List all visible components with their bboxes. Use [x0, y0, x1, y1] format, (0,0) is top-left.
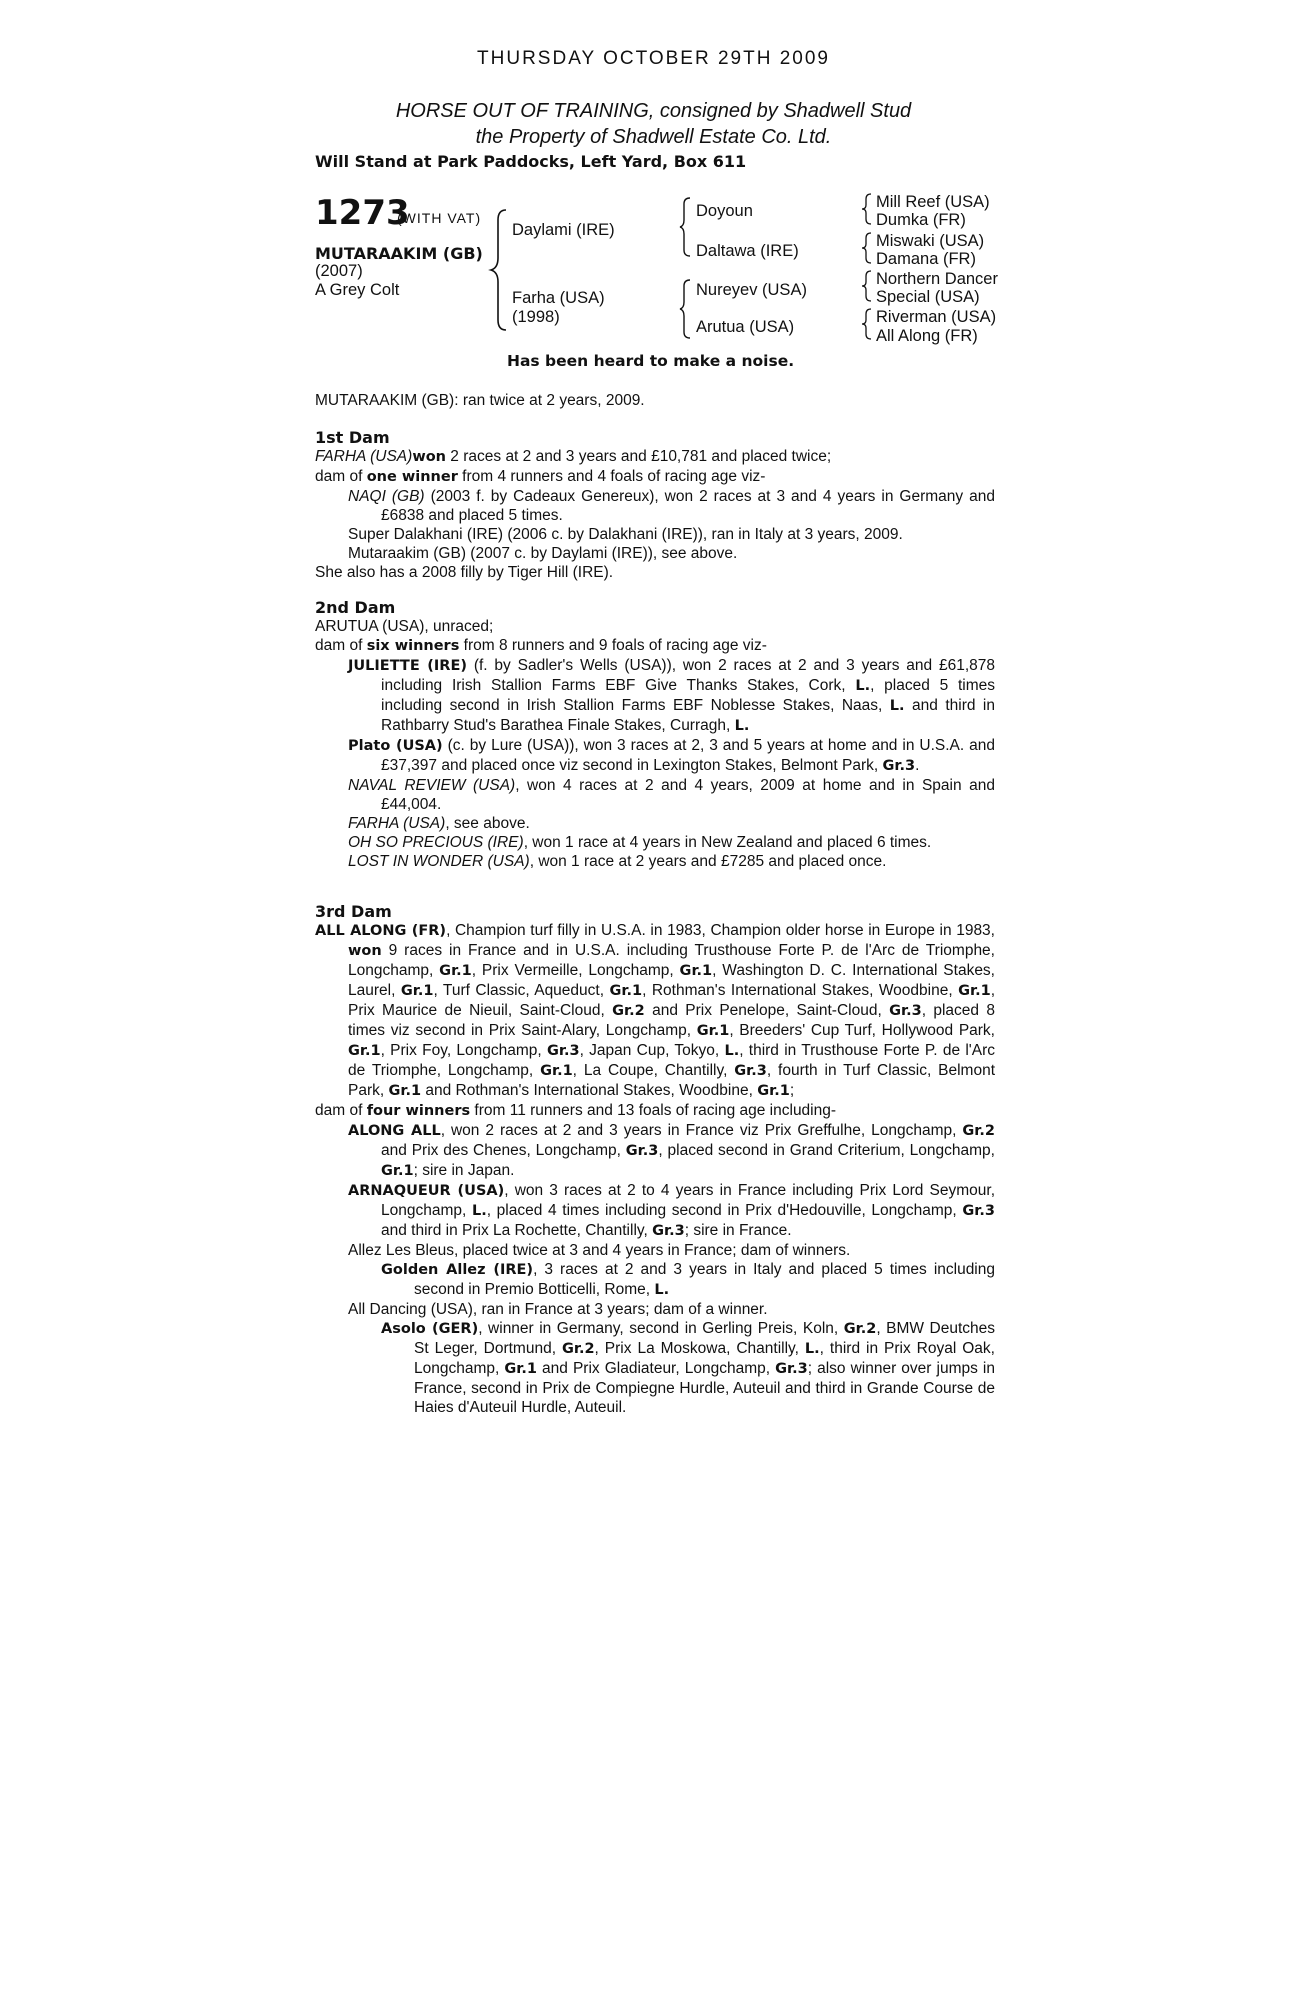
text: , won 1 race at 4 years in New Zealand and placed 6 times. [523, 834, 932, 851]
first-dam-section [315, 428, 995, 582]
produce-entry [315, 1260, 995, 1300]
listed-label: L. [855, 678, 871, 694]
group-label: Gr.3 [652, 1223, 685, 1239]
text: (c. by Lure (USA)), won 3 races at 2, 3 and 5 years at home and in U.S.A. and £37,397 and placed once viz second in Lexington Stakes, Belmont Park, [381, 737, 995, 774]
group-label: Gr.2 [561, 1341, 595, 1357]
text: , 3 races at 2 and 3 years in Italy and placed 5 times including second in Premio Botticelli, Rome, [414, 1261, 995, 1298]
produce-entry: Mutaraakim (GB) (2007 c. by Daylami (IRE)), see above. [348, 545, 738, 562]
group-label: Gr.1 [439, 963, 472, 979]
property-line: the Property of Shadwell Estate Co. Ltd. [475, 126, 832, 148]
won-label: won [348, 943, 382, 959]
text: , Prix Maurice de Nieuil, Saint-Cloud, [348, 982, 996, 1019]
ggdam-4: Damana (FR) [876, 250, 976, 268]
listed-label: L. [889, 698, 905, 714]
produce-note: She also has a 2008 filly by Tiger Hill (IRE). [315, 564, 614, 581]
group-label: Gr.2 [612, 1003, 645, 1019]
produce-name: JULIETTE (IRE) [348, 658, 468, 674]
group-label: Gr.3 [775, 1361, 808, 1377]
group-label: Gr.1 [540, 1063, 573, 1079]
group-label: Gr.1 [400, 983, 434, 999]
pedigree-brace-g78 [860, 307, 874, 341]
produce-entry: All Dancing (USA), ran in France at 3 years; dam of a winner. [348, 1301, 768, 1318]
group-label: Gr.1 [609, 983, 643, 999]
listed-label: L. [804, 1341, 820, 1357]
dam-name: ALL ALONG (FR) [315, 923, 447, 939]
group-label: Gr.2 [962, 1123, 995, 1139]
group-label: Gr.1 [679, 963, 713, 979]
text: dam of [315, 468, 367, 485]
dam-dam: Arutua (USA) [696, 318, 795, 336]
produce-entry [315, 656, 995, 736]
text: ; [789, 1082, 795, 1099]
section-title: 1st Dam [315, 428, 390, 447]
produce-entry [315, 1121, 995, 1181]
stand-location: Will Stand at Park Paddocks, Left Yard, Box 611 [315, 152, 747, 171]
ggsire-3: Miswaki (USA) [876, 232, 985, 250]
dam-line [315, 447, 995, 467]
produce-name: NAVAL REVIEW (USA) [348, 777, 516, 794]
produce-name: Golden Allez (IRE) [381, 1262, 534, 1278]
produce-text: (2003 f. by Cadeaux Genereux), won 2 races at 3 and 4 years in Germany and £6838 and placed 5 times. [381, 488, 995, 524]
text: ; sire in France. [684, 1222, 792, 1239]
text: , see above. [445, 815, 530, 832]
group-label: Gr.1 [958, 983, 991, 999]
produce-entry: Allez Les Bleus, placed twice at 3 and 4 years in France; dam of winners. [348, 1242, 851, 1259]
text: , placed 5 times including second in Irish Stallion Farms EBF Noblesse Stakes, Naas, [381, 677, 995, 714]
produce-name: ALONG ALL [348, 1123, 441, 1139]
ggsire-1: Mill Reef (USA) [876, 193, 990, 211]
produce-entry [315, 736, 995, 776]
sale-date: THURSDAY OCTOBER 29TH 2009 [477, 48, 830, 69]
text: , Prix Foy, Longchamp, [380, 1042, 547, 1059]
produce-entry [315, 1319, 995, 1417]
text: 9 races in France and in U.S.A. including Trusthouse Forte P. de l'Arc de Triomphe, Longchamp, [348, 942, 995, 979]
lot-vat: (WITH VAT) [397, 210, 482, 226]
consignor-line: HORSE OUT OF TRAINING, consigned by Shadwell Stud [395, 100, 912, 122]
group-label: Gr.1 [381, 1163, 414, 1179]
text: , won 4 races at 2 and 4 years, 2009 at home and in Spain and £44,004. [381, 777, 995, 813]
horse-description: A Grey Colt [315, 281, 400, 299]
text: and third in Rathbarry Stud's Barathea Finale Stakes, Curragh, [381, 697, 995, 734]
listed-label: L. [734, 718, 750, 734]
ggdam-2: Dumka (FR) [876, 211, 966, 229]
text: , winner in Germany, second in Gerling Preis, Koln, [478, 1320, 844, 1337]
section-title: 3rd Dam [315, 902, 392, 921]
group-label: Gr.3 [734, 1063, 767, 1079]
text: , Champion turf filly in U.S.A. in 1983, Champion older horse in Europe in 1983, [446, 922, 995, 939]
group-label: Gr.3 [882, 758, 916, 774]
text: , third in Prix Royal Oak, Longchamp, [414, 1340, 995, 1377]
sire: Daylami (IRE) [512, 221, 615, 239]
produce-entry [315, 852, 995, 871]
ggsire-7: Riverman (USA) [876, 308, 997, 326]
text: ; sire in Japan. [413, 1162, 515, 1179]
text: , Prix Vermeille, Longchamp, [471, 962, 680, 979]
group-label: Gr.1 [504, 1361, 537, 1377]
race-record: MUTARAAKIM (GB): ran twice at 2 years, 2009. [315, 392, 645, 409]
produce-name: NAQI (GB) [348, 488, 425, 505]
pedigree-note: Has been heard to make a noise. [507, 352, 795, 370]
produce-entry [315, 776, 995, 814]
pedigree-brace-sire [678, 196, 694, 258]
group-label: Gr.2 [843, 1321, 877, 1337]
winners-count: four winners [366, 1103, 471, 1119]
text: dam of [315, 637, 367, 654]
ggdam-6: Special (USA) [876, 288, 980, 306]
dam: Farha (USA) [512, 289, 605, 307]
group-label: Gr.3 [889, 1003, 922, 1019]
text: , won 3 races at 2 to 4 years in France including Prix Lord Seymour, Longchamp, [381, 1182, 995, 1219]
text: . [915, 757, 920, 774]
produce-name: Plato (USA) [348, 738, 443, 754]
group-label: Gr.1 [348, 1043, 381, 1059]
group-label: Gr.3 [625, 1143, 659, 1159]
text: and Prix Gladiateur, Longchamp, [536, 1360, 776, 1377]
text: , placed 4 times including second in Prix d'Hedouville, Longchamp, [486, 1202, 963, 1219]
group-label: Gr.1 [757, 1083, 790, 1099]
dam-line: ARUTUA (USA), unraced; [315, 618, 494, 635]
second-dam-section [315, 598, 995, 871]
group-label: Gr.1 [388, 1083, 422, 1099]
lot-number: 1273 [315, 193, 410, 233]
pedigree-brace-main [488, 208, 512, 333]
produce-name: Asolo (GER) [381, 1321, 479, 1337]
text: , third in Trusthouse Forte P. de l'Arc de Triomphe, Longchamp, [348, 1042, 996, 1079]
text: ; also winner over jumps in France, second in Prix de Compiegne Hurdle, Auteuil and third in Grande Course de Haies d'Auteuil Hurdle, Auteuil. [414, 1360, 995, 1416]
pedigree-brace-g12 [860, 192, 874, 226]
produce-entry: Super Dalakhani (IRE) (2006 c. by Dalakhani (IRE)), ran in Italy at 3 years, 2009. [348, 526, 903, 543]
dam-line [315, 921, 995, 1101]
text: and third in Prix La Rochette, Chantilly, [381, 1222, 653, 1239]
text: , fourth in Turf Classic, Belmont Park, [348, 1062, 996, 1099]
produce-name: FARHA (USA) [348, 815, 446, 832]
text: , placed 8 times viz second in Prix Saint-Alary, Longchamp, [348, 1002, 995, 1039]
listed-label: L. [654, 1282, 670, 1298]
sire-sire: Doyoun [696, 202, 753, 220]
text: , Turf Classic, Aqueduct, [433, 982, 610, 999]
text: and Prix Penelope, Saint-Cloud, [644, 1002, 890, 1019]
pedigree-brace-g56 [860, 269, 874, 303]
produce-entry [315, 833, 995, 852]
winners-count: one winner [366, 469, 458, 485]
horse-name: MUTARAAKIM (GB) [315, 244, 483, 263]
text: and Prix des Chenes, Longchamp, [381, 1142, 626, 1159]
third-dam-section [315, 902, 995, 1417]
dam-text: 2 races at 2 and 3 years and £10,781 and placed twice; [446, 448, 832, 465]
dam-year: (1998) [512, 308, 560, 326]
foaling-year: (2007) [315, 262, 363, 280]
text: from 8 runners and 9 foals of racing age viz- [459, 637, 767, 654]
pedigree-brace-g34 [860, 231, 874, 265]
pedigree-brace-dam [678, 278, 694, 340]
won-label: won [412, 449, 446, 465]
sire-dam: Daltawa (IRE) [696, 242, 799, 260]
dam-sire: Nureyev (USA) [696, 281, 807, 299]
text: , Washington D. C. International Stakes, Laurel, [348, 962, 995, 999]
text: , placed second in Grand Criterium, Longchamp, [658, 1142, 995, 1159]
ggsire-5: Northern Dancer [876, 270, 998, 288]
text: , won 1 race at 2 years and £7285 and placed once. [529, 853, 887, 870]
produce-entry [315, 487, 995, 525]
ggdam-8: All Along (FR) [876, 327, 978, 345]
produce-name: LOST IN WONDER (USA) [348, 853, 530, 870]
text: , Breeders' Cup Turf, Hollywood Park, [729, 1022, 995, 1039]
text: , BMW Deutches St Leger, Dortmund, [414, 1320, 995, 1357]
text: and Rothman's International Stakes, Woodbine, [421, 1082, 758, 1099]
winners-count: six winners [366, 638, 460, 654]
group-label: Gr.3 [546, 1043, 580, 1059]
text: from 11 runners and 13 foals of racing age including- [470, 1102, 837, 1119]
text: , won 2 races at 2 and 3 years in France viz Prix Greffulhe, Longchamp, [440, 1122, 963, 1139]
group-label: Gr.3 [962, 1203, 995, 1219]
produce-summary [315, 636, 995, 656]
produce-name: ARNAQUEUR (USA) [348, 1183, 505, 1199]
text: , La Coupe, Chantilly, [572, 1062, 735, 1079]
section-title: 2nd Dam [315, 598, 396, 617]
listed-label: L. [471, 1203, 487, 1219]
produce-summary [315, 467, 995, 487]
group-label: Gr.1 [696, 1023, 730, 1039]
text: , Rothman's International Stakes, Woodbine, [642, 982, 959, 999]
produce-summary [315, 1101, 995, 1121]
text: from 4 runners and 4 foals of racing age viz- [457, 468, 766, 485]
produce-name: OH SO PRECIOUS (IRE) [348, 834, 524, 851]
produce-entry [315, 1181, 995, 1241]
listed-label: L. [724, 1043, 740, 1059]
text: dam of [315, 1102, 367, 1119]
text: (f. by Sadler's Wells (USA)), won 2 races at 2 and 3 years and £61,878 including Irish Stallion Farms EBF Give Thanks Stakes, Cork, [381, 657, 995, 694]
produce-entry [315, 814, 995, 833]
text: , Japan Cup, Tokyo, [579, 1042, 725, 1059]
dam-name: FARHA (USA) [315, 448, 413, 465]
text: , Prix La Moskowa, Chantilly, [594, 1340, 805, 1357]
